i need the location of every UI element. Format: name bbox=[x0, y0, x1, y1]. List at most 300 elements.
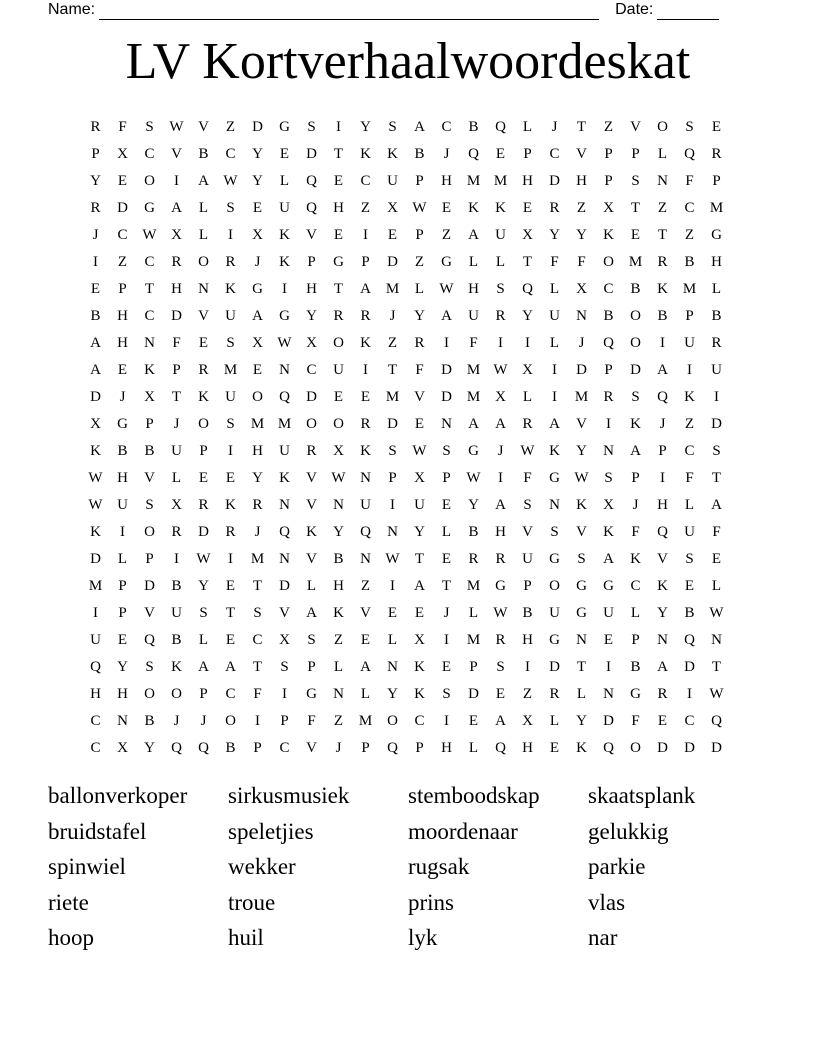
grid-letter[interactable]: P bbox=[442, 470, 451, 486]
grid-letter[interactable]: F bbox=[712, 524, 721, 540]
grid-letter[interactable]: Y bbox=[387, 686, 398, 702]
grid-letter[interactable]: B bbox=[468, 119, 479, 135]
grid-letter[interactable]: S bbox=[442, 686, 451, 702]
grid-letter[interactable]: M bbox=[466, 578, 481, 594]
grid-letter[interactable]: D bbox=[684, 740, 695, 756]
grid-letter[interactable]: B bbox=[522, 605, 533, 621]
grid-letter[interactable]: Y bbox=[90, 173, 101, 189]
grid-letter[interactable]: O bbox=[657, 119, 668, 135]
grid-letter[interactable]: E bbox=[468, 713, 479, 729]
grid-letter[interactable]: O bbox=[144, 173, 155, 189]
grid-letter[interactable]: J bbox=[119, 389, 126, 405]
grid-letter[interactable]: Z bbox=[684, 227, 695, 243]
name-field[interactable] bbox=[99, 5, 599, 20]
grid-letter[interactable]: D bbox=[90, 389, 101, 405]
grid-letter[interactable]: P bbox=[631, 470, 640, 486]
grid-letter[interactable]: H bbox=[117, 335, 128, 351]
grid-letter[interactable]: I bbox=[228, 443, 233, 459]
grid-letter[interactable]: R bbox=[495, 632, 506, 648]
grid-letter[interactable]: B bbox=[225, 740, 236, 756]
grid-letter[interactable]: E bbox=[441, 497, 452, 513]
grid-letter[interactable]: Q bbox=[684, 632, 695, 648]
grid-letter[interactable]: U bbox=[171, 443, 182, 459]
grid-letter[interactable]: G bbox=[468, 443, 479, 459]
grid-letter[interactable]: U bbox=[603, 605, 614, 621]
grid-letter[interactable]: E bbox=[684, 578, 695, 594]
grid-letter[interactable]: K bbox=[333, 605, 344, 621]
grid-letter[interactable]: M bbox=[250, 416, 265, 432]
grid-letter[interactable]: D bbox=[252, 119, 263, 135]
grid-letter[interactable]: I bbox=[552, 362, 557, 378]
grid-letter[interactable]: D bbox=[684, 659, 695, 675]
grid-letter[interactable]: G bbox=[576, 578, 587, 594]
grid-letter[interactable]: A bbox=[414, 578, 425, 594]
grid-letter[interactable]: O bbox=[306, 416, 317, 432]
grid-letter[interactable]: S bbox=[307, 632, 316, 648]
grid-letter[interactable]: I bbox=[282, 281, 287, 297]
grid-letter[interactable]: N bbox=[279, 551, 290, 567]
grid-letter[interactable]: A bbox=[306, 605, 317, 621]
grid-letter[interactable]: X bbox=[252, 335, 263, 351]
grid-letter[interactable]: I bbox=[93, 254, 98, 270]
grid-letter[interactable]: B bbox=[90, 308, 101, 324]
grid-letter[interactable]: Q bbox=[387, 740, 398, 756]
grid-letter[interactable]: K bbox=[225, 281, 236, 297]
grid-letter[interactable]: W bbox=[493, 605, 508, 621]
grid-letter[interactable]: C bbox=[684, 200, 695, 216]
grid-letter[interactable]: U bbox=[387, 173, 398, 189]
grid-letter[interactable]: H bbox=[441, 173, 452, 189]
grid-letter[interactable]: J bbox=[659, 416, 666, 432]
grid-letter[interactable]: L bbox=[549, 335, 560, 351]
grid-letter[interactable]: I bbox=[228, 227, 233, 243]
grid-letter[interactable]: G bbox=[630, 686, 641, 702]
grid-letter[interactable]: G bbox=[117, 416, 128, 432]
grid-letter[interactable]: G bbox=[144, 200, 155, 216]
grid-letter[interactable]: T bbox=[522, 254, 533, 270]
grid-letter[interactable]: U bbox=[549, 308, 560, 324]
grid-letter[interactable]: X bbox=[306, 335, 317, 351]
grid-letter[interactable]: L bbox=[711, 281, 722, 297]
grid-letter[interactable]: Y bbox=[657, 605, 668, 621]
grid-letter[interactable]: B bbox=[630, 659, 641, 675]
grid-letter[interactable]: R bbox=[657, 686, 668, 702]
grid-letter[interactable]: R bbox=[522, 416, 533, 432]
grid-letter[interactable]: B bbox=[414, 146, 425, 162]
grid-letter[interactable]: K bbox=[657, 281, 668, 297]
grid-letter[interactable]: K bbox=[198, 389, 209, 405]
grid-letter[interactable]: A bbox=[468, 227, 479, 243]
grid-letter[interactable]: S bbox=[226, 335, 235, 351]
grid-letter[interactable]: Q bbox=[657, 524, 668, 540]
grid-letter[interactable]: V bbox=[630, 119, 641, 135]
grid-letter[interactable]: P bbox=[280, 713, 289, 729]
grid-letter[interactable]: Z bbox=[414, 254, 425, 270]
grid-letter[interactable]: C bbox=[441, 119, 452, 135]
grid-letter[interactable]: S bbox=[631, 389, 640, 405]
grid-letter[interactable]: S bbox=[145, 659, 154, 675]
grid-letter[interactable]: D bbox=[711, 740, 722, 756]
grid-letter[interactable]: K bbox=[576, 497, 587, 513]
grid-letter[interactable]: I bbox=[606, 416, 611, 432]
grid-letter[interactable]: I bbox=[444, 335, 449, 351]
grid-letter[interactable]: J bbox=[173, 416, 180, 432]
grid-letter[interactable]: K bbox=[360, 335, 371, 351]
grid-letter[interactable]: D bbox=[630, 362, 641, 378]
grid-letter[interactable]: C bbox=[144, 254, 155, 270]
grid-letter[interactable]: Q bbox=[171, 740, 182, 756]
grid-letter[interactable]: Y bbox=[333, 524, 344, 540]
grid-letter[interactable]: R bbox=[468, 551, 479, 567]
grid-letter[interactable]: Q bbox=[279, 389, 290, 405]
grid-letter[interactable]: B bbox=[333, 551, 344, 567]
grid-letter[interactable]: K bbox=[144, 362, 155, 378]
grid-letter[interactable]: D bbox=[468, 686, 479, 702]
grid-letter[interactable]: D bbox=[306, 389, 317, 405]
grid-letter[interactable]: R bbox=[198, 497, 209, 513]
grid-letter[interactable]: L bbox=[549, 713, 560, 729]
grid-letter[interactable]: S bbox=[253, 605, 262, 621]
grid-letter[interactable]: L bbox=[711, 578, 722, 594]
grid-letter[interactable]: K bbox=[279, 227, 290, 243]
grid-letter[interactable]: T bbox=[657, 227, 668, 243]
grid-letter[interactable]: P bbox=[631, 146, 640, 162]
grid-letter[interactable]: P bbox=[604, 146, 613, 162]
grid-letter[interactable]: I bbox=[687, 362, 692, 378]
grid-letter[interactable]: A bbox=[657, 659, 668, 675]
grid-letter[interactable]: B bbox=[144, 713, 155, 729]
grid-letter[interactable]: U bbox=[684, 524, 695, 540]
grid-letter[interactable]: Z bbox=[441, 227, 452, 243]
grid-letter[interactable]: A bbox=[225, 659, 236, 675]
grid-letter[interactable]: E bbox=[198, 470, 209, 486]
grid-letter[interactable]: U bbox=[279, 443, 290, 459]
grid-letter[interactable]: J bbox=[578, 335, 585, 351]
grid-letter[interactable]: K bbox=[360, 443, 371, 459]
grid-letter[interactable]: P bbox=[388, 470, 397, 486]
grid-letter[interactable]: X bbox=[522, 362, 533, 378]
grid-letter[interactable]: X bbox=[144, 389, 155, 405]
grid-letter[interactable]: V bbox=[306, 551, 317, 567]
grid-letter[interactable]: I bbox=[228, 551, 233, 567]
grid-letter[interactable]: W bbox=[88, 497, 103, 513]
grid-letter[interactable]: L bbox=[360, 686, 371, 702]
grid-letter[interactable]: D bbox=[387, 254, 398, 270]
grid-letter[interactable]: P bbox=[361, 740, 370, 756]
grid-letter[interactable]: N bbox=[549, 497, 560, 513]
grid-letter[interactable]: N bbox=[360, 470, 371, 486]
grid-letter[interactable]: N bbox=[387, 659, 398, 675]
grid-letter[interactable]: A bbox=[468, 416, 479, 432]
grid-letter[interactable]: X bbox=[576, 281, 587, 297]
grid-letter[interactable]: K bbox=[414, 659, 425, 675]
grid-letter[interactable]: U bbox=[711, 362, 722, 378]
grid-letter[interactable]: U bbox=[333, 362, 344, 378]
grid-letter[interactable]: P bbox=[469, 659, 478, 675]
grid-letter[interactable]: U bbox=[279, 200, 290, 216]
grid-letter[interactable]: B bbox=[171, 578, 182, 594]
grid-letter[interactable]: D bbox=[387, 416, 398, 432]
grid-letter[interactable]: C bbox=[225, 686, 236, 702]
grid-letter[interactable]: R bbox=[495, 551, 506, 567]
grid-letter[interactable]: T bbox=[171, 389, 182, 405]
grid-letter[interactable]: E bbox=[117, 632, 128, 648]
grid-letter[interactable]: Q bbox=[522, 281, 533, 297]
grid-letter[interactable]: N bbox=[657, 632, 668, 648]
grid-letter[interactable]: T bbox=[252, 578, 263, 594]
grid-letter[interactable]: Q bbox=[684, 146, 695, 162]
grid-letter[interactable]: E bbox=[414, 416, 425, 432]
grid-letter[interactable]: G bbox=[495, 578, 506, 594]
grid-letter[interactable]: E bbox=[333, 227, 344, 243]
grid-letter[interactable]: D bbox=[576, 362, 587, 378]
grid-letter[interactable]: Y bbox=[252, 470, 263, 486]
grid-letter[interactable]: T bbox=[441, 578, 452, 594]
grid-letter[interactable]: K bbox=[225, 497, 236, 513]
grid-letter[interactable]: I bbox=[255, 713, 260, 729]
grid-letter[interactable]: F bbox=[631, 713, 640, 729]
grid-letter[interactable]: M bbox=[466, 632, 481, 648]
grid-letter[interactable]: P bbox=[361, 254, 370, 270]
grid-letter[interactable]: E bbox=[360, 632, 371, 648]
grid-letter[interactable]: D bbox=[441, 362, 452, 378]
grid-letter[interactable]: Q bbox=[495, 740, 506, 756]
grid-letter[interactable]: V bbox=[576, 146, 587, 162]
grid-letter[interactable]: E bbox=[117, 362, 128, 378]
grid-letter[interactable]: L bbox=[333, 659, 344, 675]
grid-letter[interactable]: K bbox=[468, 200, 479, 216]
grid-letter[interactable]: G bbox=[441, 254, 452, 270]
grid-letter[interactable]: I bbox=[93, 605, 98, 621]
grid-letter[interactable]: J bbox=[335, 740, 342, 756]
grid-letter[interactable]: A bbox=[657, 362, 668, 378]
grid-letter[interactable]: A bbox=[711, 497, 722, 513]
grid-letter[interactable]: X bbox=[495, 389, 506, 405]
grid-letter[interactable]: F bbox=[415, 362, 424, 378]
grid-letter[interactable]: W bbox=[385, 551, 400, 567]
grid-letter[interactable]: T bbox=[333, 146, 344, 162]
grid-letter[interactable]: Q bbox=[603, 335, 614, 351]
grid-letter[interactable]: E bbox=[117, 173, 128, 189]
grid-letter[interactable]: O bbox=[144, 524, 155, 540]
grid-letter[interactable]: V bbox=[360, 605, 371, 621]
grid-letter[interactable]: S bbox=[712, 443, 721, 459]
grid-letter[interactable]: X bbox=[252, 227, 263, 243]
grid-letter[interactable]: E bbox=[603, 632, 614, 648]
grid-letter[interactable]: X bbox=[117, 146, 128, 162]
grid-letter[interactable]: I bbox=[714, 389, 719, 405]
grid-letter[interactable]: O bbox=[333, 416, 344, 432]
grid-letter[interactable]: N bbox=[360, 551, 371, 567]
grid-letter[interactable]: V bbox=[522, 524, 533, 540]
grid-letter[interactable]: X bbox=[387, 200, 398, 216]
grid-letter[interactable]: R bbox=[171, 524, 182, 540]
grid-letter[interactable]: K bbox=[90, 443, 101, 459]
grid-letter[interactable]: A bbox=[360, 281, 371, 297]
grid-letter[interactable]: K bbox=[684, 389, 695, 405]
grid-letter[interactable]: R bbox=[549, 686, 560, 702]
grid-letter[interactable]: J bbox=[443, 605, 450, 621]
grid-letter[interactable]: H bbox=[333, 578, 344, 594]
grid-letter[interactable]: P bbox=[685, 308, 694, 324]
grid-letter[interactable]: A bbox=[252, 308, 263, 324]
grid-letter[interactable]: N bbox=[603, 686, 614, 702]
grid-letter[interactable]: C bbox=[90, 713, 101, 729]
grid-letter[interactable]: P bbox=[523, 146, 532, 162]
grid-letter[interactable]: P bbox=[712, 173, 721, 189]
grid-letter[interactable]: A bbox=[441, 308, 452, 324]
grid-letter[interactable]: L bbox=[171, 470, 182, 486]
grid-letter[interactable]: X bbox=[279, 632, 290, 648]
grid-letter[interactable]: P bbox=[118, 605, 127, 621]
grid-letter[interactable]: R bbox=[198, 362, 209, 378]
grid-letter[interactable]: W bbox=[142, 227, 157, 243]
grid-letter[interactable]: Z bbox=[360, 200, 371, 216]
grid-letter[interactable]: E bbox=[333, 389, 344, 405]
grid-letter[interactable]: M bbox=[385, 389, 400, 405]
grid-letter[interactable]: D bbox=[549, 659, 560, 675]
grid-letter[interactable]: K bbox=[603, 227, 614, 243]
grid-letter[interactable]: Q bbox=[468, 146, 479, 162]
grid-letter[interactable]: W bbox=[709, 605, 724, 621]
grid-letter[interactable]: Z bbox=[684, 416, 695, 432]
grid-letter[interactable]: I bbox=[174, 173, 179, 189]
grid-letter[interactable]: K bbox=[306, 524, 317, 540]
grid-letter[interactable]: D bbox=[441, 389, 452, 405]
grid-letter[interactable]: U bbox=[495, 227, 506, 243]
grid-letter[interactable]: A bbox=[495, 416, 506, 432]
grid-letter[interactable]: W bbox=[709, 686, 724, 702]
grid-letter[interactable]: H bbox=[576, 173, 587, 189]
grid-letter[interactable]: N bbox=[576, 308, 587, 324]
grid-letter[interactable]: W bbox=[223, 173, 238, 189]
grid-letter[interactable]: D bbox=[603, 713, 614, 729]
grid-letter[interactable]: F bbox=[118, 119, 127, 135]
grid-letter[interactable]: P bbox=[172, 362, 181, 378]
grid-letter[interactable]: H bbox=[117, 308, 128, 324]
grid-letter[interactable]: N bbox=[603, 443, 614, 459]
grid-letter[interactable]: R bbox=[603, 389, 614, 405]
grid-letter[interactable]: G bbox=[549, 632, 560, 648]
grid-letter[interactable]: G bbox=[549, 551, 560, 567]
grid-letter[interactable]: R bbox=[711, 335, 722, 351]
grid-letter[interactable]: J bbox=[632, 497, 639, 513]
grid-letter[interactable]: T bbox=[225, 605, 236, 621]
grid-letter[interactable]: M bbox=[466, 389, 481, 405]
grid-letter[interactable]: G bbox=[279, 308, 290, 324]
grid-letter[interactable]: Y bbox=[576, 227, 587, 243]
grid-letter[interactable]: X bbox=[90, 416, 101, 432]
grid-letter[interactable]: U bbox=[360, 497, 371, 513]
grid-letter[interactable]: U bbox=[414, 497, 425, 513]
grid-letter[interactable]: H bbox=[522, 173, 533, 189]
grid-letter[interactable]: E bbox=[333, 173, 344, 189]
grid-letter[interactable]: L bbox=[387, 632, 398, 648]
grid-letter[interactable]: T bbox=[630, 200, 641, 216]
grid-letter[interactable]: V bbox=[306, 497, 317, 513]
grid-letter[interactable]: I bbox=[525, 659, 530, 675]
grid-letter[interactable]: S bbox=[496, 281, 505, 297]
grid-letter[interactable]: L bbox=[198, 200, 209, 216]
grid-letter[interactable]: O bbox=[198, 254, 209, 270]
grid-letter[interactable]: O bbox=[603, 254, 614, 270]
grid-letter[interactable]: T bbox=[711, 470, 722, 486]
grid-letter[interactable]: K bbox=[171, 659, 182, 675]
grid-letter[interactable]: S bbox=[388, 443, 397, 459]
grid-letter[interactable]: R bbox=[711, 146, 722, 162]
grid-letter[interactable]: Y bbox=[549, 227, 560, 243]
grid-letter[interactable]: M bbox=[682, 281, 697, 297]
grid-letter[interactable]: A bbox=[414, 119, 425, 135]
grid-letter[interactable]: S bbox=[550, 524, 559, 540]
grid-letter[interactable]: W bbox=[277, 335, 292, 351]
grid-letter[interactable]: E bbox=[711, 119, 722, 135]
grid-letter[interactable]: M bbox=[493, 173, 508, 189]
grid-letter[interactable]: Z bbox=[333, 713, 344, 729]
grid-letter[interactable]: Z bbox=[360, 578, 371, 594]
grid-letter[interactable]: Z bbox=[576, 200, 587, 216]
grid-letter[interactable]: A bbox=[495, 713, 506, 729]
grid-letter[interactable]: F bbox=[685, 470, 694, 486]
grid-letter[interactable]: T bbox=[252, 659, 263, 675]
grid-letter[interactable]: P bbox=[145, 416, 154, 432]
grid-letter[interactable]: Y bbox=[306, 308, 317, 324]
grid-letter[interactable]: S bbox=[577, 551, 586, 567]
grid-letter[interactable]: H bbox=[333, 200, 344, 216]
grid-letter[interactable]: X bbox=[117, 740, 128, 756]
grid-letter[interactable]: W bbox=[88, 470, 103, 486]
grid-letter[interactable]: Q bbox=[198, 740, 209, 756]
grid-letter[interactable]: E bbox=[495, 146, 506, 162]
grid-letter[interactable]: F bbox=[631, 524, 640, 540]
grid-letter[interactable]: E bbox=[225, 470, 236, 486]
grid-letter[interactable]: G bbox=[576, 605, 587, 621]
grid-letter[interactable]: H bbox=[171, 281, 182, 297]
grid-letter[interactable]: X bbox=[414, 632, 425, 648]
grid-letter[interactable]: C bbox=[549, 146, 560, 162]
grid-letter[interactable]: O bbox=[333, 335, 344, 351]
grid-letter[interactable]: W bbox=[196, 551, 211, 567]
grid-letter[interactable]: M bbox=[358, 713, 373, 729]
grid-letter[interactable]: Q bbox=[711, 713, 722, 729]
grid-letter[interactable]: N bbox=[333, 497, 344, 513]
grid-letter[interactable]: J bbox=[254, 254, 261, 270]
grid-letter[interactable]: Z bbox=[117, 254, 128, 270]
grid-letter[interactable]: D bbox=[144, 578, 155, 594]
grid-letter[interactable]: P bbox=[118, 281, 127, 297]
grid-letter[interactable]: Y bbox=[576, 713, 587, 729]
grid-letter[interactable]: U bbox=[522, 551, 533, 567]
grid-letter[interactable]: I bbox=[363, 362, 368, 378]
grid-letter[interactable]: P bbox=[523, 578, 532, 594]
grid-letter[interactable]: C bbox=[684, 443, 695, 459]
grid-letter[interactable]: M bbox=[223, 362, 238, 378]
grid-letter[interactable]: B bbox=[171, 632, 182, 648]
grid-letter[interactable]: K bbox=[657, 578, 668, 594]
grid-letter[interactable]: V bbox=[576, 524, 587, 540]
date-field[interactable] bbox=[657, 5, 719, 20]
grid-letter[interactable]: I bbox=[120, 524, 125, 540]
grid-letter[interactable]: M bbox=[574, 389, 589, 405]
grid-letter[interactable]: B bbox=[711, 308, 722, 324]
grid-letter[interactable]: B bbox=[603, 308, 614, 324]
grid-letter[interactable]: U bbox=[468, 308, 479, 324]
grid-letter[interactable]: Y bbox=[117, 659, 128, 675]
grid-letter[interactable]: L bbox=[468, 605, 479, 621]
grid-letter[interactable]: A bbox=[360, 659, 371, 675]
grid-letter[interactable]: H bbox=[117, 686, 128, 702]
grid-letter[interactable]: S bbox=[226, 416, 235, 432]
